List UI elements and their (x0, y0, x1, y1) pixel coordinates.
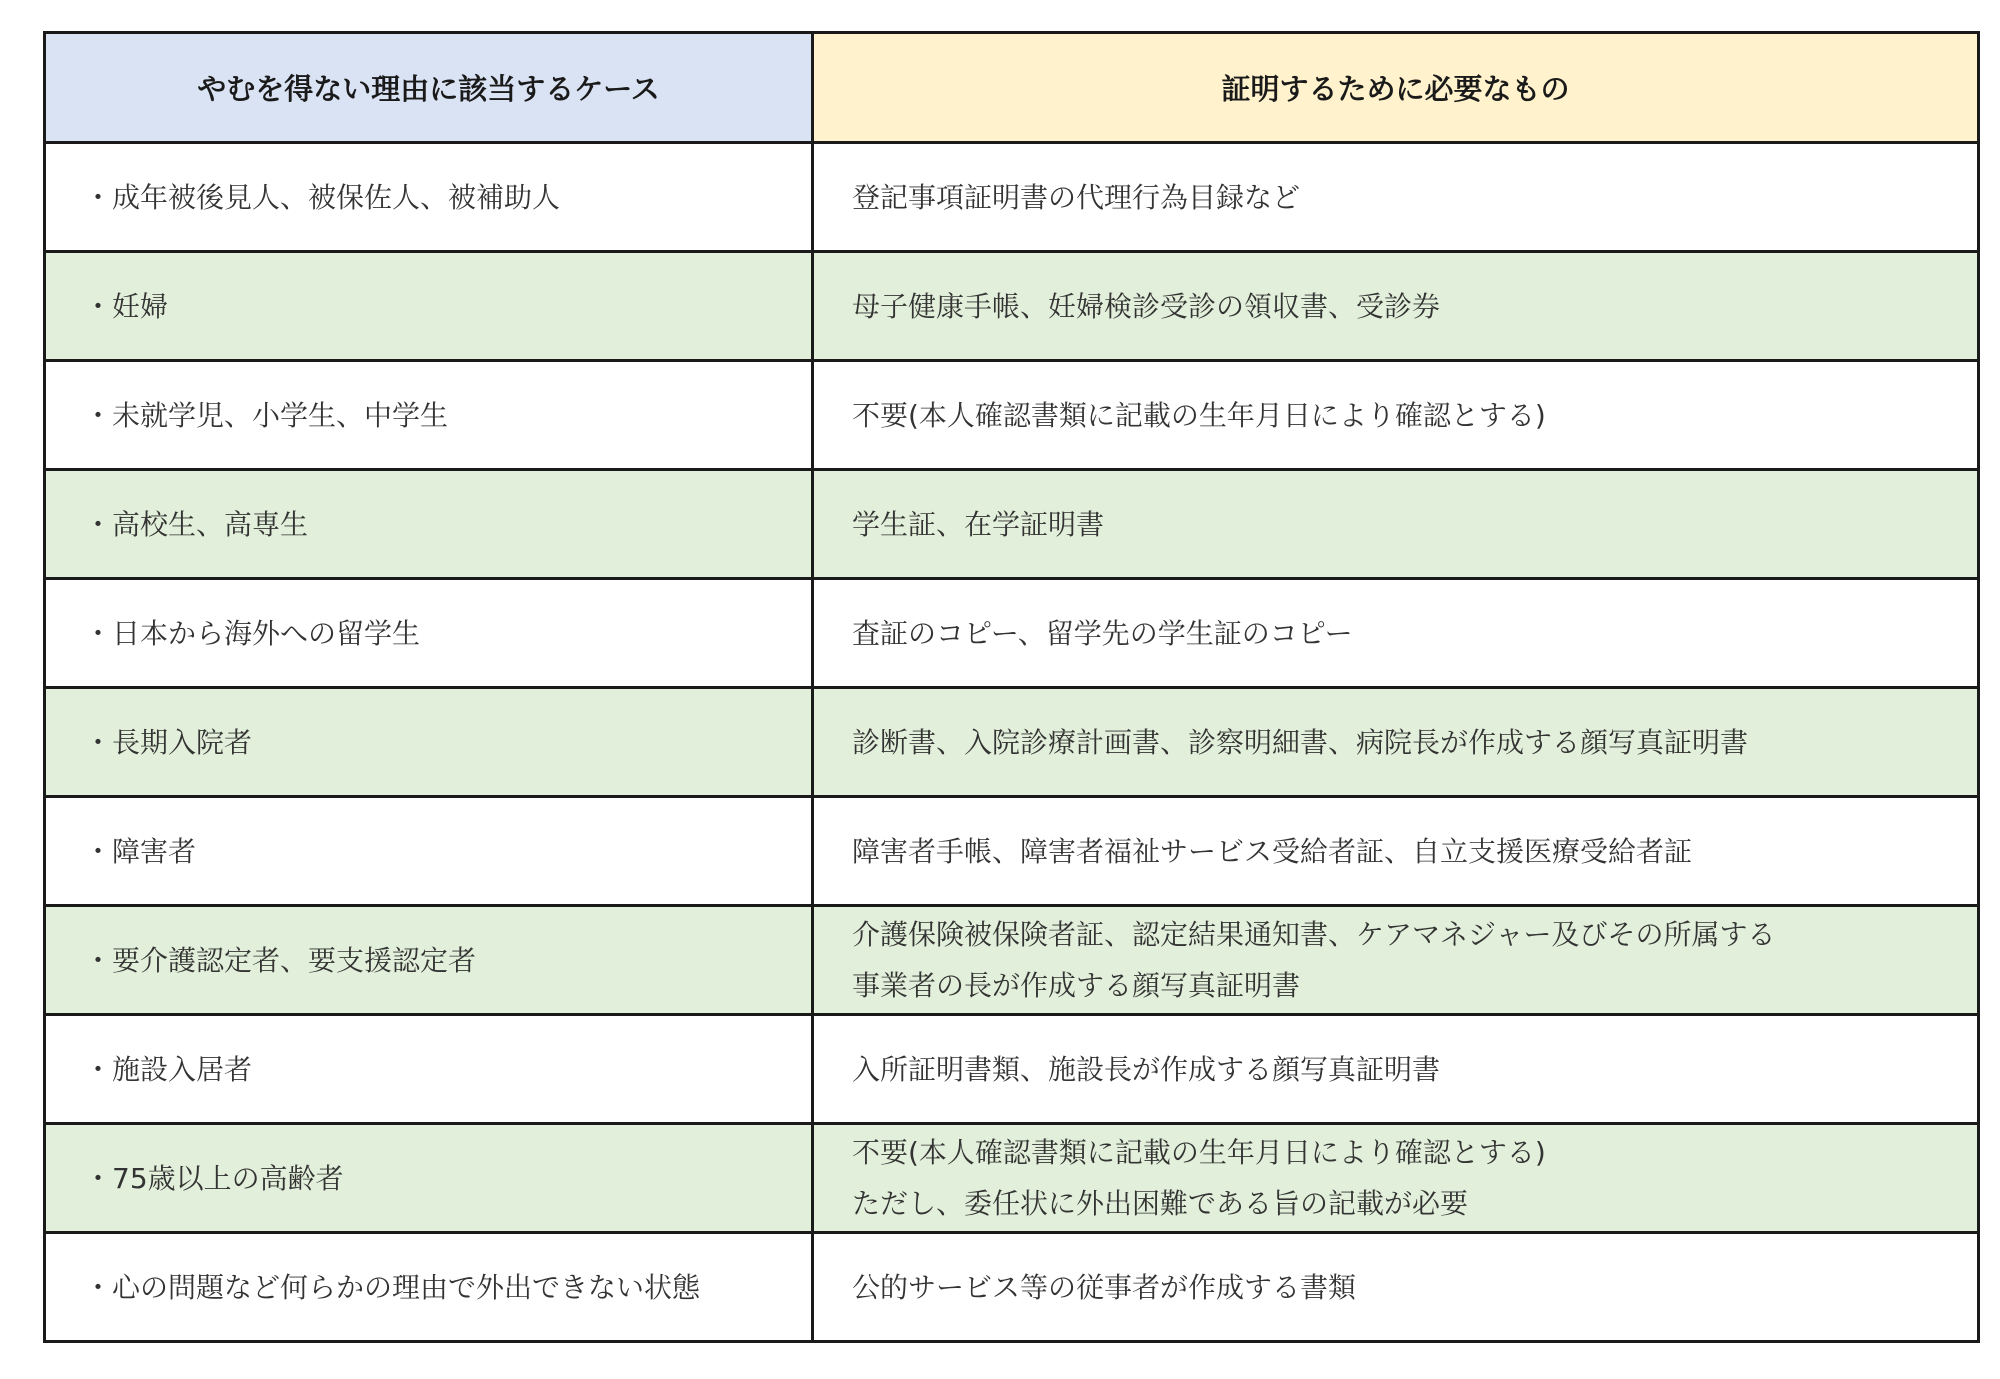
table-row (45, 1124, 1979, 1233)
table-row (45, 470, 1979, 579)
table-row (45, 579, 1979, 688)
document-cell: 学生証、在学証明書 (813, 470, 1979, 579)
header-case: やむを得ない理由に該当するケース (45, 33, 813, 143)
table-row (45, 1015, 1979, 1124)
document-cell: 母子健康手帳、妊婦検診受診の領収書、受診券 (813, 252, 1979, 361)
document-cell: 査証のコピー、留学先の学生証のコピー (813, 579, 1979, 688)
case-cell: ・長期入院者 (45, 688, 813, 797)
case-cell: ・日本から海外への留学生 (45, 579, 813, 688)
case-cell: ・心の問題など何らかの理由で外出できない状態 (45, 1233, 813, 1342)
table-row (45, 906, 1979, 1015)
document-cell: 公的サービス等の従事者が作成する書類 (813, 1233, 1979, 1342)
table-row (45, 797, 1979, 906)
case-cell: ・障害者 (45, 797, 813, 906)
document-cell: 診断書、入院診療計画書、診察明細書、病院長が作成する顔写真証明書 (813, 688, 1979, 797)
case-cell: ・高校生、高専生 (45, 470, 813, 579)
case-cell: ・要介護認定者、要支援認定者 (45, 906, 813, 1015)
header-row (45, 33, 1979, 143)
table-row (45, 688, 1979, 797)
document-cell: 障害者手帳、障害者福祉サービス受給者証、自立支援医療受給者証 (813, 797, 1979, 906)
case-cell: ・75歳以上の高齢者 (45, 1124, 813, 1233)
table-row (45, 252, 1979, 361)
document-cell: 入所証明書類、施設長が作成する顔写真証明書 (813, 1015, 1979, 1124)
case-cell: ・成年被後見人、被保佐人、被補助人 (45, 143, 813, 252)
document-cell: 登記事項証明書の代理行為目録など (813, 143, 1979, 252)
table-body (45, 143, 1979, 1342)
case-cell: ・施設入居者 (45, 1015, 813, 1124)
requirements-table (43, 31, 1980, 1343)
header-document: 証明するために必要なもの (813, 33, 1979, 143)
table-header (45, 33, 1979, 143)
table-row (45, 361, 1979, 470)
case-cell: ・妊婦 (45, 252, 813, 361)
case-cell: ・未就学児、小学生、中学生 (45, 361, 813, 470)
document-cell: 不要(本人確認書類に記載の生年月日により確認とする) ただし、委任状に外出困難である旨の記載が必要 (813, 1124, 1979, 1233)
document-cell: 介護保険被保険者証、認定結果通知書、ケアマネジャー及びその所属する 事業者の長が作成する顔写真証明書 (813, 906, 1979, 1015)
document-cell: 不要(本人確認書類に記載の生年月日により確認とする) (813, 361, 1979, 470)
table-row (45, 143, 1979, 252)
table-row (45, 1233, 1979, 1342)
